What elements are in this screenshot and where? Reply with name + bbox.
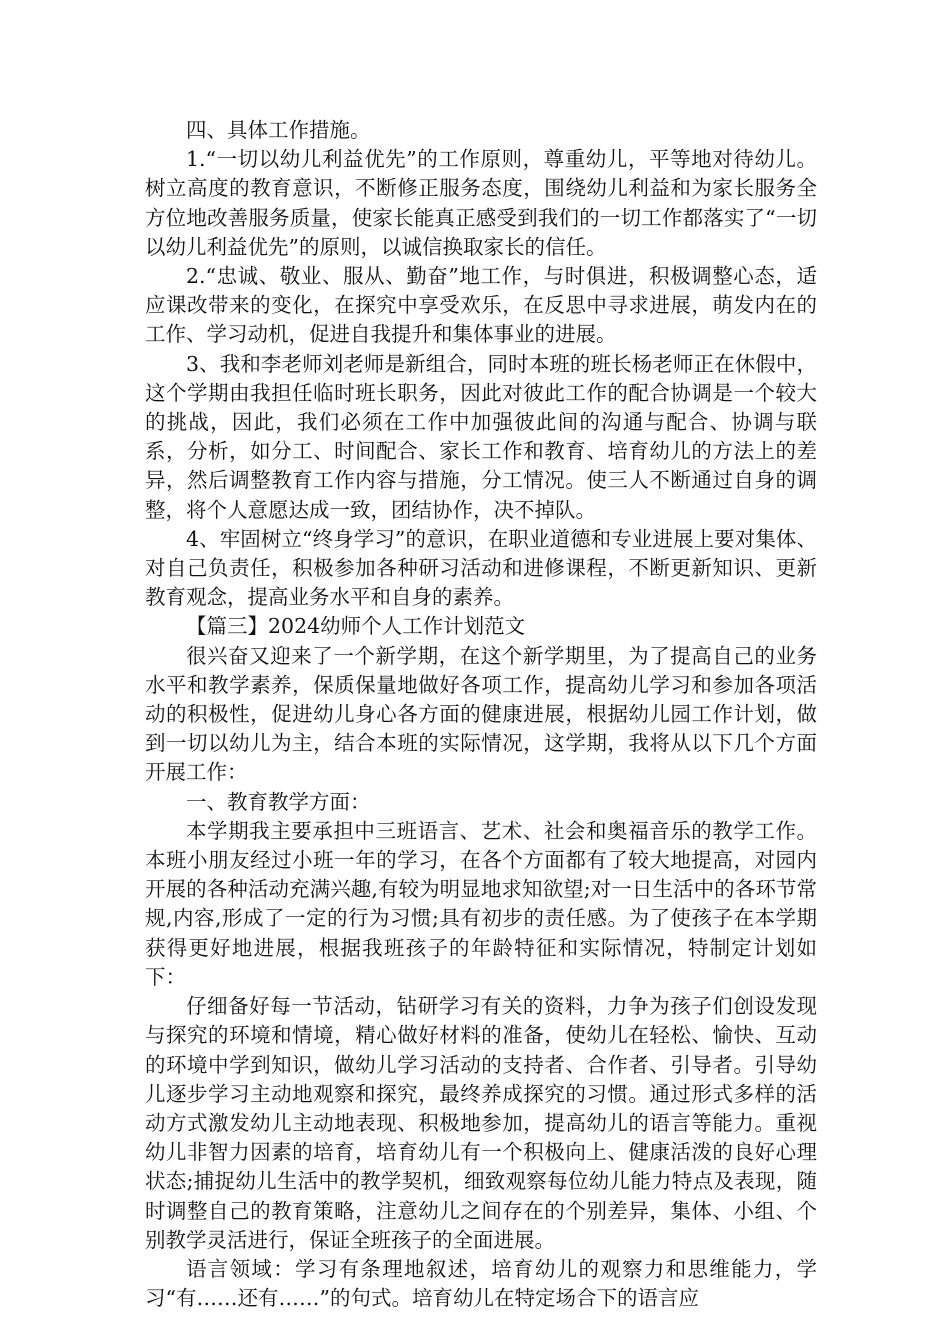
chapter-heading: 【篇三】2024幼师个人工作计划范文 bbox=[186, 614, 526, 639]
paragraph: 4、牢固树立“终身学习”的意识，在职业道德和专业进展上要对集体、对自己负责任，积极参加各种研习活动和进修课程，不断更新知识、更新教育观念，提高业务水平和自身的素养。 bbox=[145, 526, 817, 610]
paragraph: 本学期我主要承担中三班语言、艺术、社会和奥福音乐的教学工作。本班小朋友经过小班一年的学习，在各个方面都有了较大地提高，对园内开展的各种活动充满兴趣,有较为明显地求知欲望;对一日生活中的各环节常规,内容,形成了一定的行为习惯;具有初步的责任感。为了使孩子在本学期获得更好地进展，根据我班孩子的年龄特征和实际情况，特制定计划如下： bbox=[145, 818, 817, 989]
paragraph: 仔细备好每一节活动，钻研学习有关的资料，力争为孩子们创设发现与探究的环境和情境，精心做好材料的准备，使幼儿在轻松、愉快、互动的环境中学到知识，做幼儿学习活动的支持者、合作者、引导者。引导幼儿逐步学习主动地观察和探究，最终养成探究的习惯。通过形式多样的活动方式激发幼儿主动地表现、积极地参加，提高幼儿的语言等能力。重视幼儿非智力因素的培育，培育幼儿有一个积极向上、健康活泼的良好心理状态;捕捉幼儿生活中的教学契机，细致观察每位幼儿能力特点及表现，随时调整自己的教育策略，注意幼儿之间存在的个别差异，集体、小组、个别教学灵活进行，保证全班孩子的全面进展。 bbox=[145, 994, 817, 1252]
section-heading: 一、教育教学方面： bbox=[186, 789, 371, 814]
paragraph: 2.“忠诚、敬业、服从、勤奋”地工作，与时俱进，积极调整心态，适应课改带来的变化，在探究中享受欢乐，在反思中寻求进展，萌发内在的工作、学习动机，促进自我提升和集体事业的进展。 bbox=[145, 264, 817, 347]
section-heading: 四、具体工作措施。 bbox=[186, 118, 371, 142]
paragraph: 1.“一切以幼儿利益优先”的工作原则，尊重幼儿，平等地对待幼儿。树立高度的教育意识，不断修正服务态度，围绕幼儿利益和为家长服务全方位地改善服务质量，使家长能真正感受到我们的一切工作都落实了“一切以幼儿利益优先”的原则，以诚信换取家长的信任。 bbox=[145, 147, 817, 259]
paragraph: 很兴奋又迎来了一个新学期，在这个新学期里，为了提高自己的业务水平和教学素养，保质保量地做好各项工作，提高幼儿学习和参加各项活动的积极性，促进幼儿身心各方面的健康进展，根据幼儿园工作计划，做到一切以幼儿为主，结合本班的实际情况，这学期，我将从以下几个方面开展工作： bbox=[145, 643, 817, 785]
paragraph: 语言领域：学习有条理地叙述，培育幼儿的观察力和思维能力，学习“有……还有……”的句式。培育幼儿在特定场合下的语言应 bbox=[145, 1256, 817, 1311]
paragraph: 3、我和李老师刘老师是新组合，同时本班的班长杨老师正在休假中，这个学期由我担任临时班长职务，因此对彼此工作的配合协调是一个较大的挑战，因此，我们必须在工作中加强彼此间的沟通与配合、协调与联系，分析，如分工、时间配合、家长工作和教育、培育幼儿的方法上的差异，然后调整教育工作内容与措施，分工情况。使三人不断通过自身的调整，将个人意愿达成一致，团结协作，决不掉队。 bbox=[145, 351, 817, 522]
document-page bbox=[145, 116, 817, 1313]
